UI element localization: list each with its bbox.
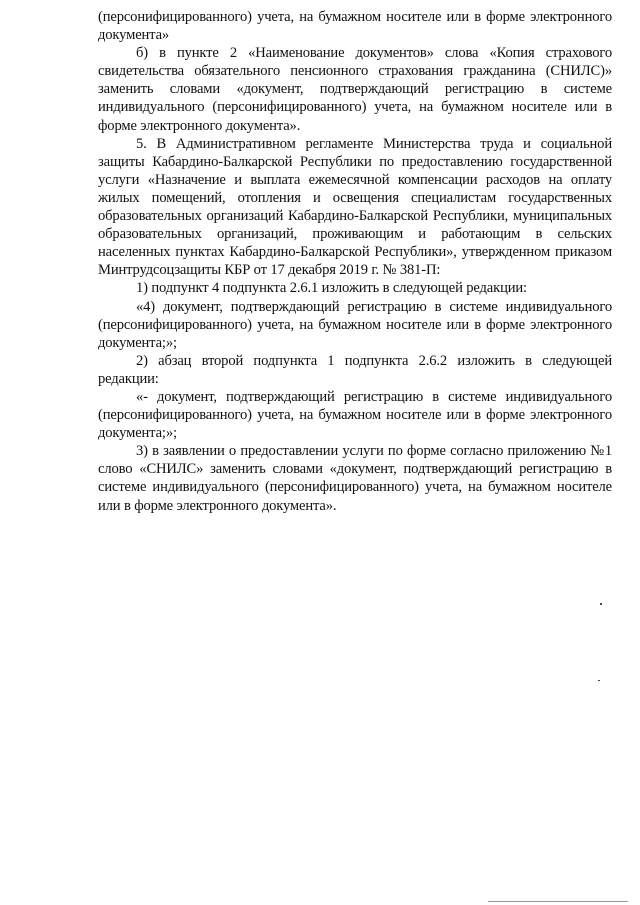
paragraph-section-5: 5. В Административном регламенте Министерства труда и социальной защиты Кабардино-Балкарской Республики по предоставлению государственной услуги «Назначение и выплата ежемесячной компенсации расходов на оплату жилых помещений, отопления и освещения специалистам государственных образовательных организаций Кабардино-Балкарской Республики, муниципальных образовательных организаций, проживающим и работающим в сельских населенных пунктах Кабардино-Балкарской Республики», утвержденном приказом Минтрудсоцзащиты КБР от 17 декабря 2019 г. № 381-П: — [98, 135, 612, 279]
paragraph-quote-dash: «- документ, подтверждающий регистрацию в системе индивидуального (персонифицированного) учета, на бумажном носителе или в форме электронного документа;»; — [98, 388, 612, 442]
paragraph-item-2: 2) абзац второй подпункта 1 подпункта 2.6.2 изложить в следующей редакции: — [98, 352, 612, 387]
paragraph-item-1: 1) подпункт 4 подпункта 2.6.1 изложить в следующей редакции: — [136, 280, 527, 297]
document-page — [98, 8, 612, 515]
scan-speck — [598, 680, 600, 681]
paragraph-continuation: (персонифицированного) учета, на бумажном носителе или в форме электронного документа» — [98, 9, 612, 44]
paragraph-quote-4: «4) документ, подтверждающий регистрацию в системе индивидуального (персонифицированного) учета, на бумажном носителе или в форме электронного документа;»; — [98, 298, 612, 351]
paragraph-item-b: б) в пункте 2 «Наименование документов» слова «Копия страхового свидетельства обязательного пенсионного страхования гражданина (СНИЛС)» заменить словами «документ, подтверждающий регистрацию в системе индивидуального (персонифицированного) учета, на бумажном носителе или в форме электронного документа». — [98, 45, 612, 134]
paragraph-item-3: 3) в заявлении о предоставлении услуги по форме согласно приложению №1 слово «СНИЛС» заменить словами «документ, подтверждающий регистрацию в системе индивидуального (персонифицированного) учета, на бумажном носителе или в форме электронного документа». — [98, 443, 612, 514]
scan-speck — [600, 603, 602, 605]
scan-edge-line — [488, 901, 628, 902]
